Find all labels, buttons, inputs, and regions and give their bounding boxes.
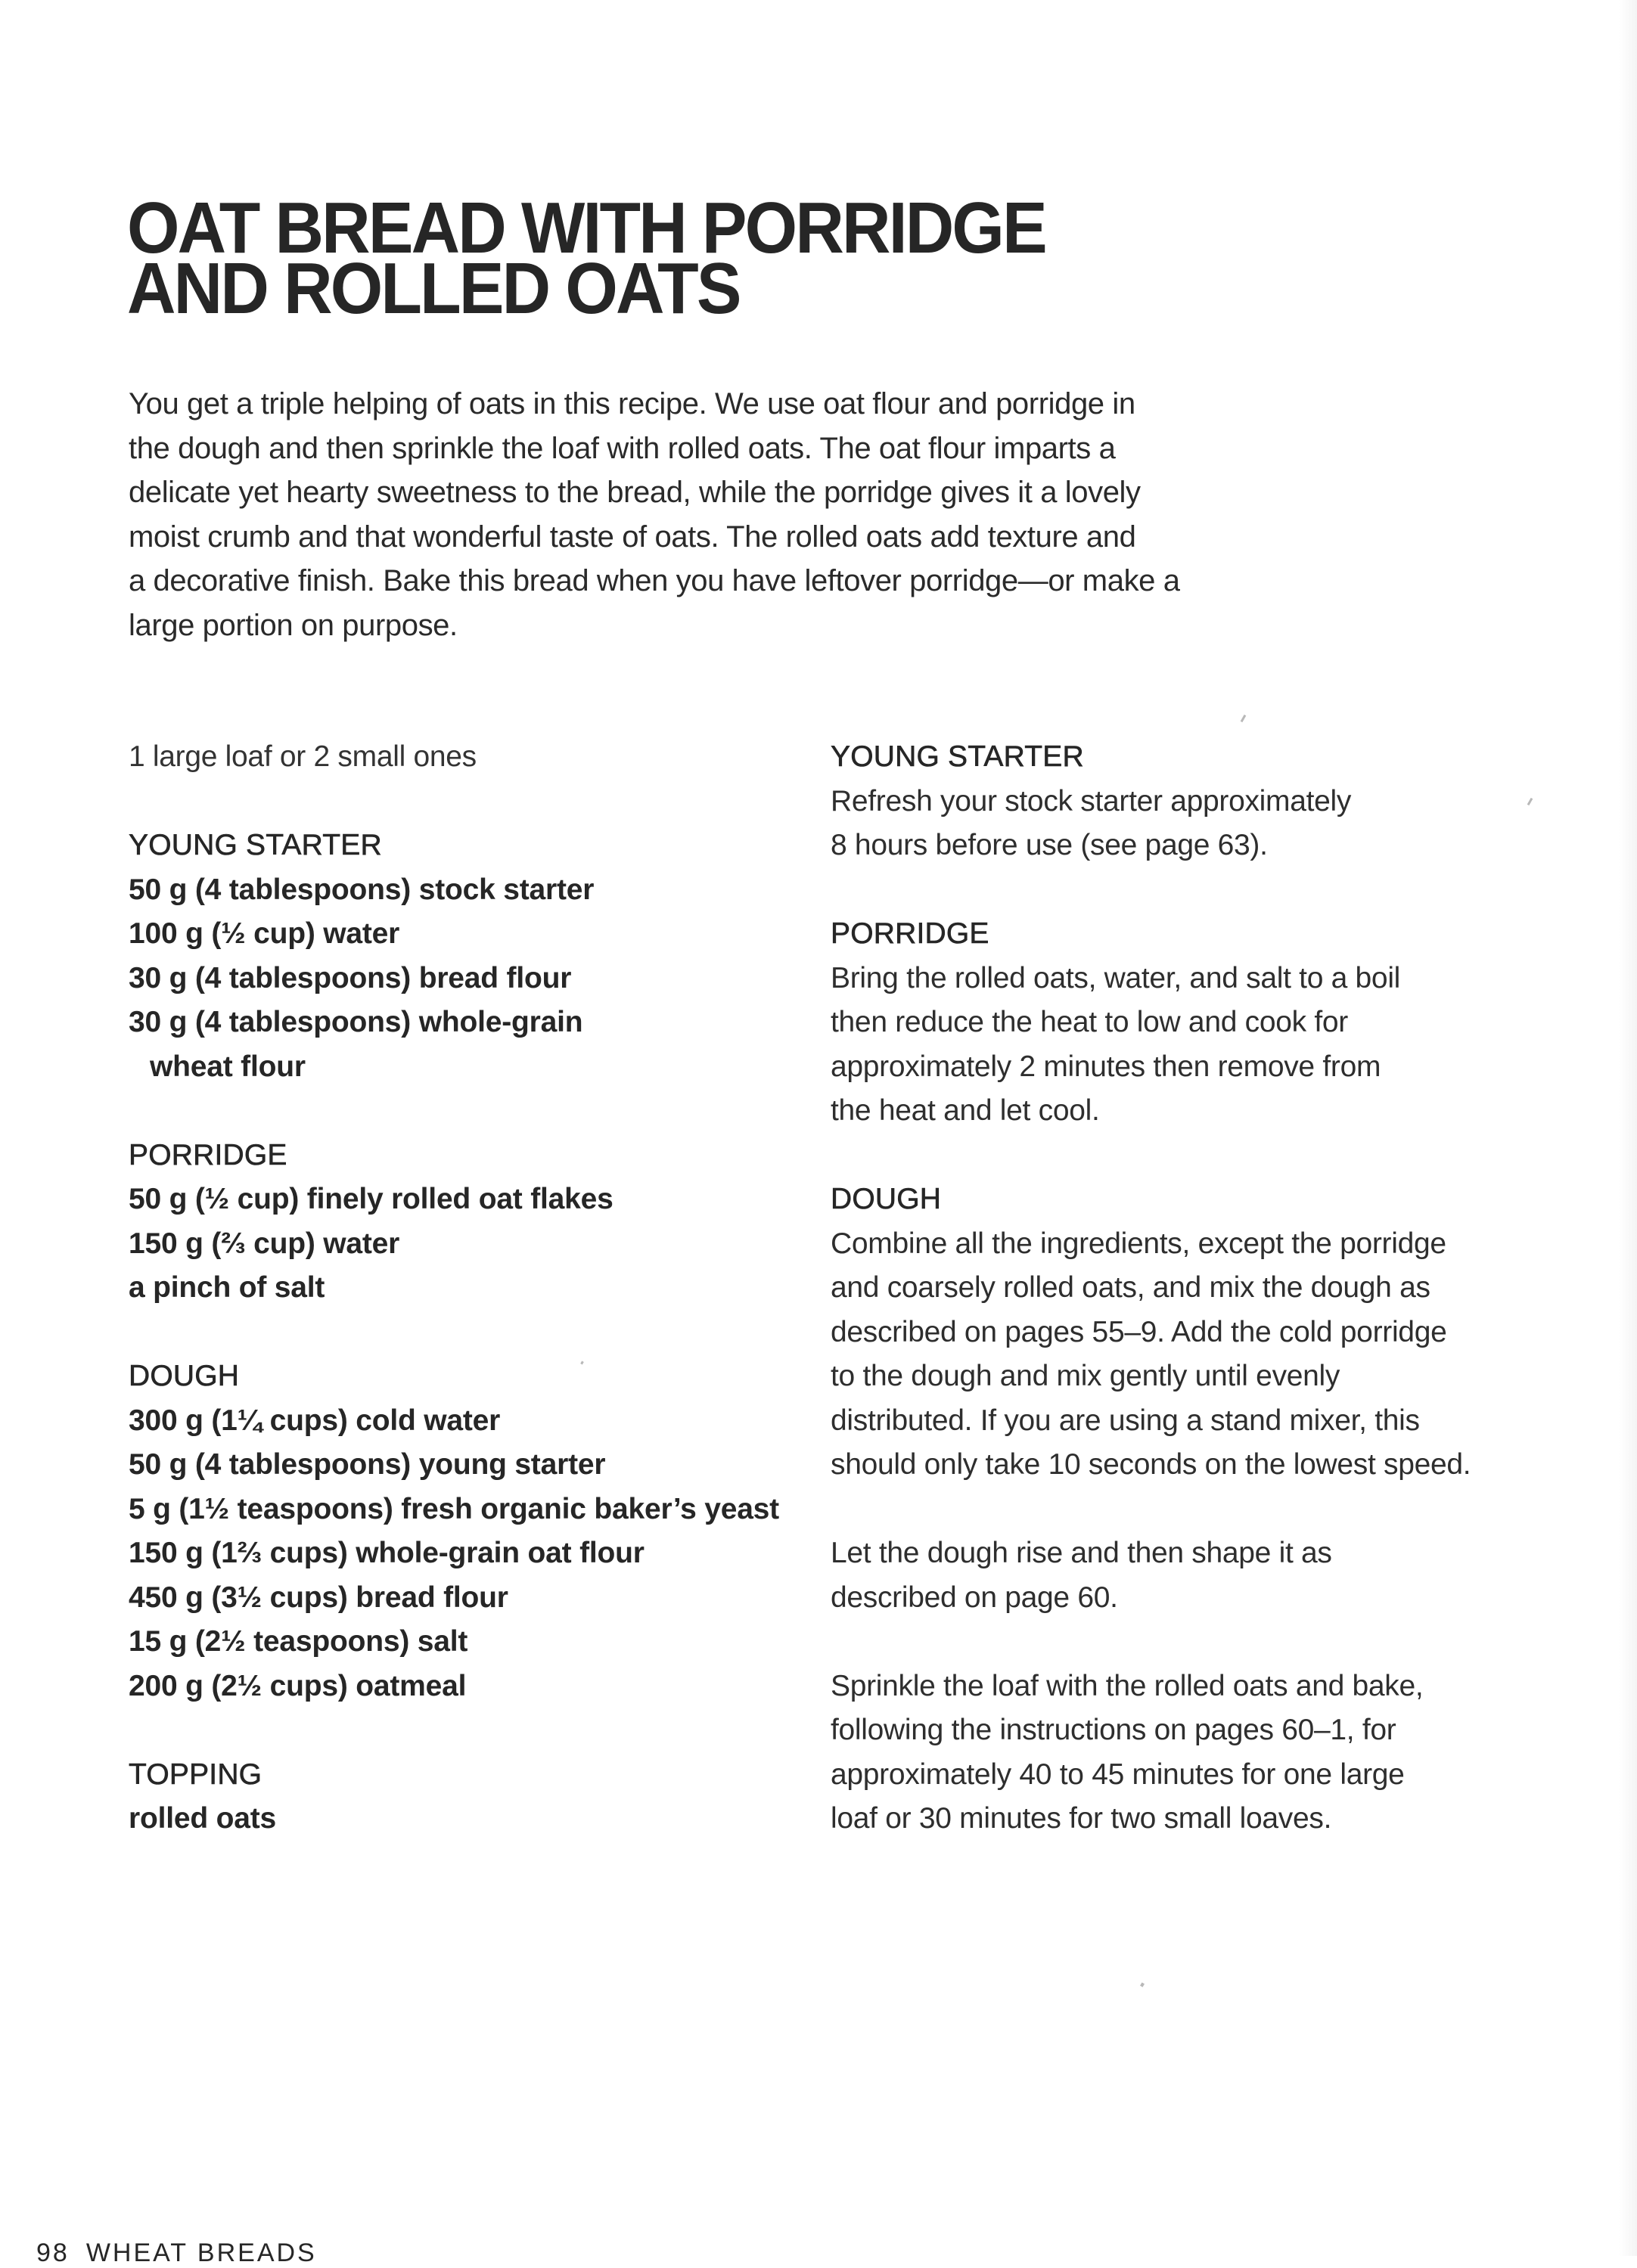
ingredient-item: a pinch of salt: [129, 1271, 325, 1304]
method-step-dough: [831, 1177, 1542, 1488]
recipe-intro: [129, 382, 1218, 647]
method-line: described on pages 55–9. Add the cold porridge: [831, 1315, 1447, 1348]
method-line: approximately 40 to 45 minutes for one large: [831, 1758, 1405, 1791]
scan-speck: [1241, 715, 1247, 722]
intro-line: moist crumb and that wonderful taste of oats. The rolled oats add texture and: [129, 520, 1136, 554]
method-line: Refresh your stock starter approximately: [831, 784, 1352, 818]
method-line: Bring the rolled oats, water, and salt to a boil: [831, 961, 1401, 994]
ingredient-group-young-starter: [129, 824, 794, 1089]
method-step-heading: YOUNG STARTER: [831, 740, 1084, 773]
method-step-young-starter: [831, 735, 1542, 868]
intro-line: delicate yet hearty sweetness to the bread, while the porridge gives it a lovely: [129, 476, 1141, 509]
ingredients-column: [129, 735, 794, 1885]
method-line: distributed. If you are using a stand mixer, this: [831, 1404, 1420, 1437]
footer-section-label: WHEAT BREADS: [85, 2239, 317, 2267]
method-step-bake: [831, 1665, 1542, 1841]
ingredient-item: 150 g (1⅔ cups) whole-grain oat flour: [129, 1537, 645, 1569]
method-line: Combine all the ingredients, except the porridge: [831, 1227, 1446, 1260]
method-step-text: [831, 780, 1542, 868]
method-line: to the dough and mix gently until evenly: [831, 1360, 1340, 1392]
ingredient-group-topping: [129, 1753, 794, 1841]
method-step-heading: DOUGH: [831, 1183, 942, 1215]
method-step-rise-shape: [831, 1531, 1542, 1620]
method-line: 8 hours before use (see page 63).: [831, 829, 1268, 861]
recipe-title-line: OAT BREAD WITH PORRIDGE: [127, 188, 1045, 268]
page-footer: [36, 2239, 317, 2268]
recipe-yield: 1 large loaf or 2 small ones: [129, 740, 477, 773]
recipe-title: [127, 188, 1045, 329]
page-number: 98: [36, 2239, 70, 2267]
ingredient-item: rolled oats: [129, 1802, 277, 1835]
method-step-text: [831, 957, 1542, 1134]
method-line: then reduce the heat to low and cook for: [831, 1006, 1348, 1038]
ingredient-group-porridge: [129, 1134, 794, 1311]
method-line: the heat and let cool.: [831, 1094, 1100, 1127]
intro-line: large portion on purpose.: [129, 608, 458, 642]
ingredient-item: 30 g (4 tablespoons) bread flour: [129, 961, 572, 994]
ingredient-item: 50 g (4 tablespoons) young starter: [129, 1448, 606, 1481]
method-line: approximately 2 minutes then remove from: [831, 1050, 1381, 1083]
ingredient-item: 50 g (4 tablespoons) stock starter: [129, 873, 595, 906]
ingredient-group-heading: DOUGH: [129, 1360, 240, 1392]
ingredient-item: 5 g (1½ teaspoons) fresh organic baker’s yeast: [129, 1492, 779, 1525]
ingredient-item: 300 g (1¼ cups) cold water: [129, 1404, 501, 1437]
ingredient-item: 150 g (⅔ cup) water: [129, 1227, 400, 1260]
method-step-text: [831, 1665, 1542, 1841]
method-step-text: [831, 1222, 1542, 1488]
intro-line: the dough and then sprinkle the loaf with rolled oats. The oat flour imparts a: [129, 431, 1116, 465]
method-line: loaf or 30 minutes for two small loaves.: [831, 1802, 1332, 1835]
method-line: should only take 10 seconds on the lowest speed.: [831, 1448, 1471, 1481]
method-step-text: [831, 1531, 1542, 1620]
method-line: Let the dough rise and then shape it as: [831, 1537, 1332, 1569]
scan-speck: [1140, 1982, 1145, 1987]
method-line: Sprinkle the loaf with the rolled oats and bake,: [831, 1669, 1424, 1702]
ingredient-item: 450 g (3½ cups) bread flour: [129, 1581, 508, 1614]
ingredient-item-continuation: wheat flour: [150, 1050, 306, 1083]
method-step-porridge: [831, 912, 1542, 1134]
ingredient-group-dough: [129, 1354, 794, 1708]
recipe-title-line: AND ROLLED OATS: [127, 248, 740, 329]
ingredient-group-heading: YOUNG STARTER: [129, 829, 382, 861]
ingredient-group-heading: PORRIDGE: [129, 1138, 287, 1171]
ingredient-item: 100 g (½ cup) water: [129, 917, 400, 950]
ingredient-item: 200 g (2½ cups) oatmeal: [129, 1669, 467, 1702]
method-column: [831, 735, 1542, 1885]
ingredient-item: 30 g (4 tablespoons) whole-grain: [129, 1006, 583, 1038]
method-line: following the instructions on pages 60–1, for: [831, 1714, 1396, 1746]
page-edge-shadow: [1619, 0, 1637, 2256]
ingredient-item: 15 g (2½ teaspoons) salt: [129, 1625, 468, 1658]
ingredient-group-heading: TOPPING: [129, 1758, 262, 1791]
intro-line: You get a triple helping of oats in this recipe. We use oat flour and porridge in: [129, 387, 1135, 420]
intro-line: a decorative finish. Bake this bread when you have leftover porridge—or make a: [129, 564, 1180, 597]
method-line: and coarsely rolled oats, and mix the dough as: [831, 1271, 1430, 1304]
method-line: described on page 60.: [831, 1581, 1118, 1614]
method-step-heading: PORRIDGE: [831, 917, 989, 950]
ingredient-item: 50 g (½ cup) finely rolled oat flakes: [129, 1183, 613, 1215]
